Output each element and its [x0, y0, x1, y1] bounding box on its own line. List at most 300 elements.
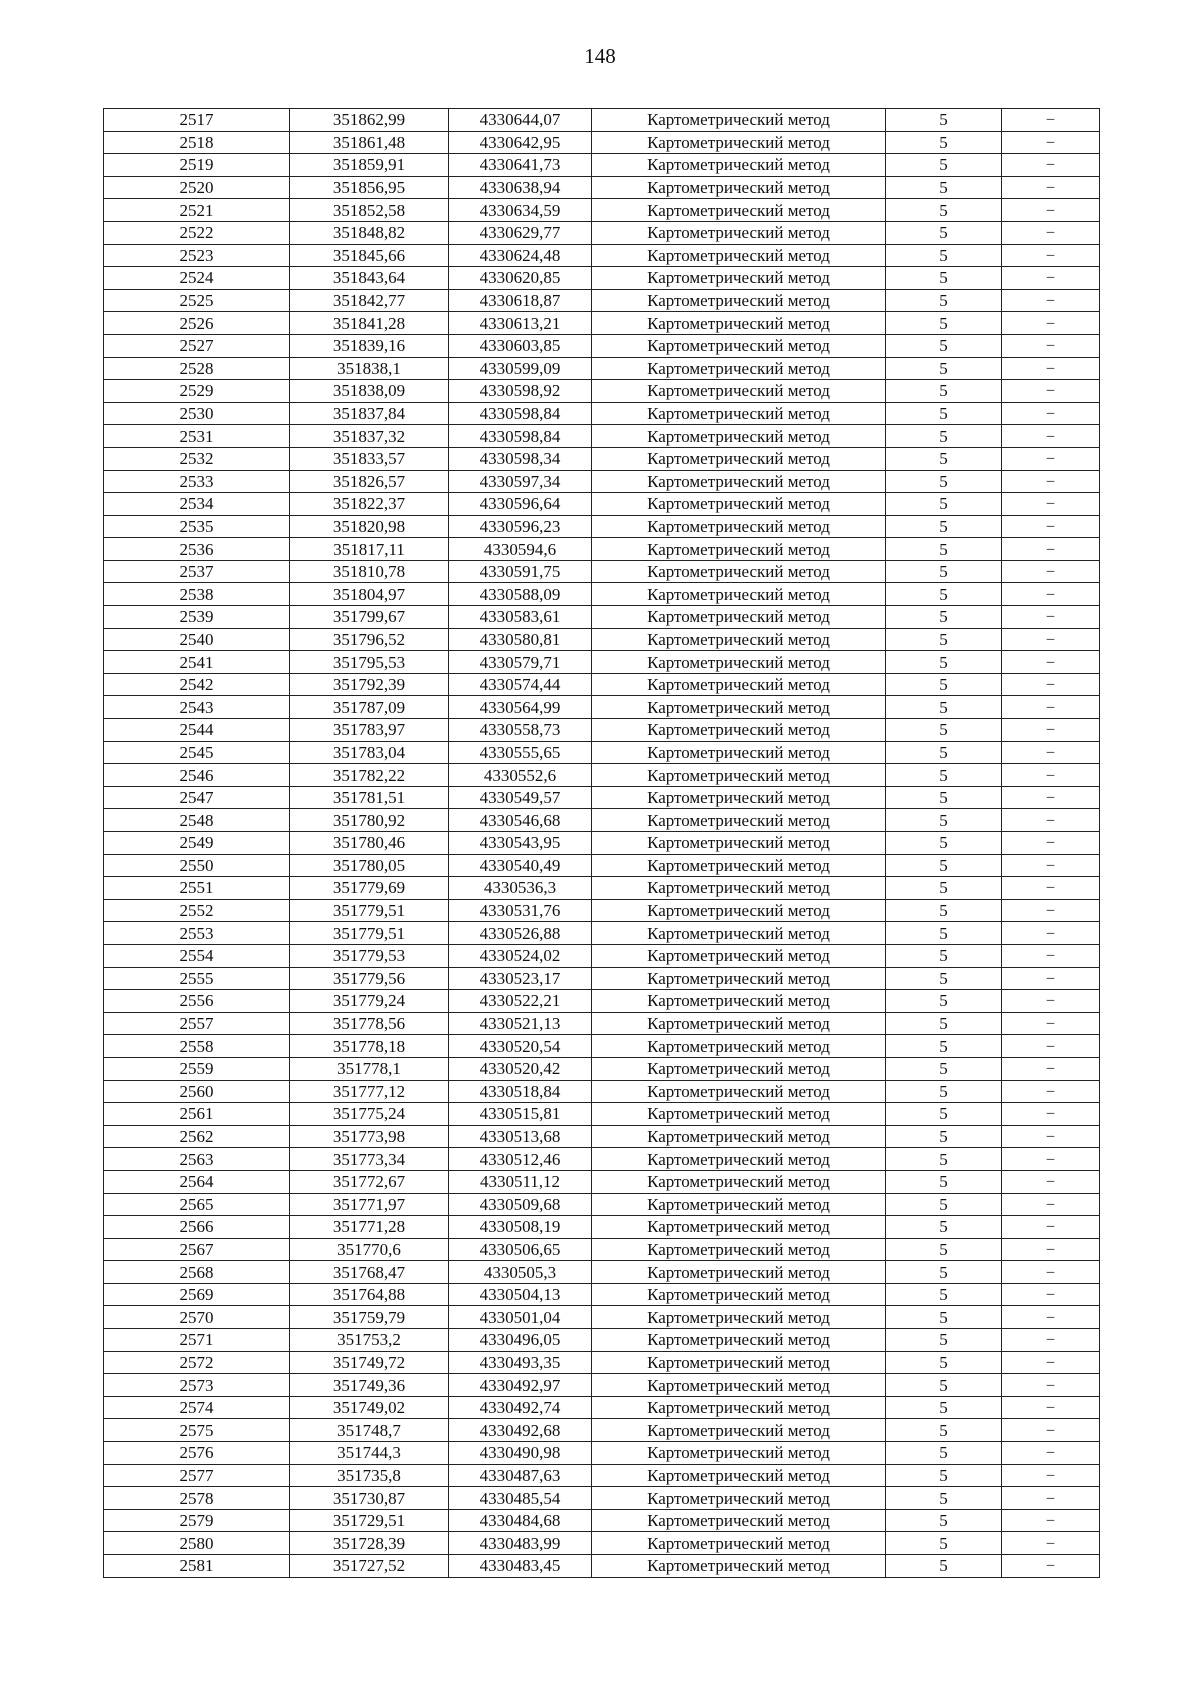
accuracy-cell: 5 — [886, 470, 1002, 493]
y-coordinate-cell: 4330493,35 — [449, 1351, 592, 1374]
dash-cell: – — [1002, 176, 1100, 199]
point-number-cell: 2571 — [104, 1329, 290, 1352]
table-row — [104, 922, 1100, 945]
method-cell: Картометрический метод — [592, 832, 886, 855]
table-row — [104, 854, 1100, 877]
table-row — [104, 1464, 1100, 1487]
x-coordinate-cell: 351779,69 — [290, 877, 449, 900]
accuracy-cell: 5 — [886, 1464, 1002, 1487]
method-cell: Картометрический метод — [592, 944, 886, 967]
dash-cell: – — [1002, 267, 1100, 290]
method-cell: Картометрический метод — [592, 990, 886, 1013]
y-coordinate-cell: 4330520,42 — [449, 1057, 592, 1080]
point-number-cell: 2545 — [104, 741, 290, 764]
accuracy-cell: 5 — [886, 493, 1002, 516]
dash-cell: – — [1002, 560, 1100, 583]
dash-cell: – — [1002, 809, 1100, 832]
point-number-cell: 2574 — [104, 1396, 290, 1419]
x-coordinate-cell: 351780,46 — [290, 832, 449, 855]
point-number-cell: 2532 — [104, 447, 290, 470]
accuracy-cell: 5 — [886, 651, 1002, 674]
method-cell: Картометрический метод — [592, 312, 886, 335]
table-row — [104, 515, 1100, 538]
point-number-cell: 2551 — [104, 877, 290, 900]
y-coordinate-cell: 4330504,13 — [449, 1283, 592, 1306]
table-row — [104, 199, 1100, 222]
point-number-cell: 2525 — [104, 289, 290, 312]
table-row — [104, 154, 1100, 177]
dash-cell: – — [1002, 380, 1100, 403]
method-cell: Картометрический метод — [592, 1306, 886, 1329]
point-number-cell: 2523 — [104, 244, 290, 267]
y-coordinate-cell: 4330487,63 — [449, 1464, 592, 1487]
accuracy-cell: 5 — [886, 560, 1002, 583]
method-cell: Картометрический метод — [592, 1216, 886, 1239]
dash-cell: – — [1002, 628, 1100, 651]
accuracy-cell: 5 — [886, 673, 1002, 696]
x-coordinate-cell: 351838,1 — [290, 357, 449, 380]
y-coordinate-cell: 4330518,84 — [449, 1080, 592, 1103]
point-number-cell: 2580 — [104, 1532, 290, 1555]
accuracy-cell: 5 — [886, 289, 1002, 312]
point-number-cell: 2569 — [104, 1283, 290, 1306]
method-cell: Картометрический метод — [592, 1351, 886, 1374]
table-row — [104, 334, 1100, 357]
point-number-cell: 2541 — [104, 651, 290, 674]
table-row — [104, 1442, 1100, 1465]
accuracy-cell: 5 — [886, 967, 1002, 990]
x-coordinate-cell: 351783,97 — [290, 719, 449, 742]
accuracy-cell: 5 — [886, 1238, 1002, 1261]
y-coordinate-cell: 4330574,44 — [449, 673, 592, 696]
point-number-cell: 2543 — [104, 696, 290, 719]
y-coordinate-cell: 4330555,65 — [449, 741, 592, 764]
table-row — [104, 1125, 1100, 1148]
dash-cell: – — [1002, 651, 1100, 674]
coordinates-table — [103, 108, 1100, 1578]
table-row — [104, 380, 1100, 403]
table-row — [104, 944, 1100, 967]
accuracy-cell: 5 — [886, 944, 1002, 967]
dash-cell: – — [1002, 1374, 1100, 1397]
dash-cell: – — [1002, 764, 1100, 787]
x-coordinate-cell: 351729,51 — [290, 1509, 449, 1532]
x-coordinate-cell: 351782,22 — [290, 764, 449, 787]
accuracy-cell: 5 — [886, 357, 1002, 380]
x-coordinate-cell: 351749,72 — [290, 1351, 449, 1374]
table-row — [104, 1419, 1100, 1442]
y-coordinate-cell: 4330624,48 — [449, 244, 592, 267]
dash-cell: – — [1002, 1193, 1100, 1216]
method-cell: Картометрический метод — [592, 267, 886, 290]
method-cell: Картометрический метод — [592, 199, 886, 222]
y-coordinate-cell: 4330531,76 — [449, 899, 592, 922]
point-number-cell: 2527 — [104, 334, 290, 357]
dash-cell: – — [1002, 719, 1100, 742]
table-row — [104, 1080, 1100, 1103]
y-coordinate-cell: 4330603,85 — [449, 334, 592, 357]
accuracy-cell: 5 — [886, 1193, 1002, 1216]
x-coordinate-cell: 351773,98 — [290, 1125, 449, 1148]
table-row — [104, 1057, 1100, 1080]
table-row — [104, 560, 1100, 583]
accuracy-cell: 5 — [886, 1283, 1002, 1306]
table-row — [104, 357, 1100, 380]
accuracy-cell: 5 — [886, 1532, 1002, 1555]
point-number-cell: 2555 — [104, 967, 290, 990]
dash-cell: – — [1002, 832, 1100, 855]
dash-cell: – — [1002, 1035, 1100, 1058]
dash-cell: – — [1002, 1080, 1100, 1103]
dash-cell: – — [1002, 1012, 1100, 1035]
x-coordinate-cell: 351727,52 — [290, 1555, 449, 1578]
point-number-cell: 2534 — [104, 493, 290, 516]
x-coordinate-cell: 351861,48 — [290, 131, 449, 154]
method-cell: Картометрический метод — [592, 741, 886, 764]
method-cell: Картометрический метод — [592, 109, 886, 132]
table-row — [104, 1148, 1100, 1171]
x-coordinate-cell: 351779,51 — [290, 922, 449, 945]
dash-cell: – — [1002, 425, 1100, 448]
accuracy-cell: 5 — [886, 1125, 1002, 1148]
dash-cell: – — [1002, 1351, 1100, 1374]
point-number-cell: 2517 — [104, 109, 290, 132]
table-row — [104, 606, 1100, 629]
accuracy-cell: 5 — [886, 696, 1002, 719]
accuracy-cell: 5 — [886, 741, 1002, 764]
point-number-cell: 2544 — [104, 719, 290, 742]
x-coordinate-cell: 351837,84 — [290, 402, 449, 425]
y-coordinate-cell: 4330492,68 — [449, 1419, 592, 1442]
table-row — [104, 131, 1100, 154]
method-cell: Картометрический метод — [592, 1103, 886, 1126]
point-number-cell: 2533 — [104, 470, 290, 493]
method-cell: Картометрический метод — [592, 651, 886, 674]
table-row — [104, 719, 1100, 742]
dash-cell: – — [1002, 221, 1100, 244]
accuracy-cell: 5 — [886, 1103, 1002, 1126]
point-number-cell: 2573 — [104, 1374, 290, 1397]
y-coordinate-cell: 4330490,98 — [449, 1442, 592, 1465]
x-coordinate-cell: 351843,64 — [290, 267, 449, 290]
dash-cell: – — [1002, 1464, 1100, 1487]
y-coordinate-cell: 4330483,99 — [449, 1532, 592, 1555]
accuracy-cell: 5 — [886, 1057, 1002, 1080]
y-coordinate-cell: 4330506,65 — [449, 1238, 592, 1261]
method-cell: Картометрический метод — [592, 1035, 886, 1058]
table-row — [104, 538, 1100, 561]
point-number-cell: 2572 — [104, 1351, 290, 1374]
point-number-cell: 2521 — [104, 199, 290, 222]
y-coordinate-cell: 4330564,99 — [449, 696, 592, 719]
accuracy-cell: 5 — [886, 334, 1002, 357]
x-coordinate-cell: 351852,58 — [290, 199, 449, 222]
method-cell: Картометрический метод — [592, 1125, 886, 1148]
dash-cell: – — [1002, 1532, 1100, 1555]
x-coordinate-cell: 351862,99 — [290, 109, 449, 132]
method-cell: Картометрический метод — [592, 334, 886, 357]
method-cell: Картометрический метод — [592, 560, 886, 583]
accuracy-cell: 5 — [886, 267, 1002, 290]
table-row — [104, 221, 1100, 244]
x-coordinate-cell: 351792,39 — [290, 673, 449, 696]
dash-cell: – — [1002, 1125, 1100, 1148]
method-cell: Картометрический метод — [592, 131, 886, 154]
dash-cell: – — [1002, 538, 1100, 561]
method-cell: Картометрический метод — [592, 786, 886, 809]
method-cell: Картометрический метод — [592, 1555, 886, 1578]
dash-cell: – — [1002, 1057, 1100, 1080]
y-coordinate-cell: 4330515,81 — [449, 1103, 592, 1126]
method-cell: Картометрический метод — [592, 1012, 886, 1035]
dash-cell: – — [1002, 1329, 1100, 1352]
point-number-cell: 2531 — [104, 425, 290, 448]
x-coordinate-cell: 351780,92 — [290, 809, 449, 832]
table-row — [104, 267, 1100, 290]
accuracy-cell: 5 — [886, 1487, 1002, 1510]
point-number-cell: 2549 — [104, 832, 290, 855]
dash-cell: – — [1002, 1442, 1100, 1465]
y-coordinate-cell: 4330543,95 — [449, 832, 592, 855]
table-row — [104, 1238, 1100, 1261]
table-row — [104, 832, 1100, 855]
x-coordinate-cell: 351749,02 — [290, 1396, 449, 1419]
method-cell: Картометрический метод — [592, 1532, 886, 1555]
point-number-cell: 2559 — [104, 1057, 290, 1080]
x-coordinate-cell: 351780,05 — [290, 854, 449, 877]
x-coordinate-cell: 351838,09 — [290, 380, 449, 403]
x-coordinate-cell: 351804,97 — [290, 583, 449, 606]
method-cell: Картометрический метод — [592, 583, 886, 606]
table-row — [104, 696, 1100, 719]
dash-cell: – — [1002, 1396, 1100, 1419]
method-cell: Картометрический метод — [592, 922, 886, 945]
table-row — [104, 1487, 1100, 1510]
point-number-cell: 2538 — [104, 583, 290, 606]
method-cell: Картометрический метод — [592, 154, 886, 177]
dash-cell: – — [1002, 1216, 1100, 1239]
dash-cell: – — [1002, 741, 1100, 764]
y-coordinate-cell: 4330513,68 — [449, 1125, 592, 1148]
accuracy-cell: 5 — [886, 786, 1002, 809]
point-number-cell: 2522 — [104, 221, 290, 244]
y-coordinate-cell: 4330522,21 — [449, 990, 592, 1013]
table-row — [104, 312, 1100, 335]
point-number-cell: 2535 — [104, 515, 290, 538]
accuracy-cell: 5 — [886, 583, 1002, 606]
method-cell: Картометрический метод — [592, 538, 886, 561]
point-number-cell: 2530 — [104, 402, 290, 425]
x-coordinate-cell: 351728,39 — [290, 1532, 449, 1555]
accuracy-cell: 5 — [886, 1012, 1002, 1035]
x-coordinate-cell: 351783,04 — [290, 741, 449, 764]
y-coordinate-cell: 4330549,57 — [449, 786, 592, 809]
accuracy-cell: 5 — [886, 854, 1002, 877]
dash-cell: – — [1002, 244, 1100, 267]
dash-cell: – — [1002, 877, 1100, 900]
y-coordinate-cell: 4330613,21 — [449, 312, 592, 335]
accuracy-cell: 5 — [886, 1170, 1002, 1193]
accuracy-cell: 5 — [886, 1396, 1002, 1419]
dash-cell: – — [1002, 470, 1100, 493]
method-cell: Картометрический метод — [592, 1238, 886, 1261]
table-row — [104, 899, 1100, 922]
table-row — [104, 583, 1100, 606]
accuracy-cell: 5 — [886, 131, 1002, 154]
point-number-cell: 2557 — [104, 1012, 290, 1035]
accuracy-cell: 5 — [886, 719, 1002, 742]
point-number-cell: 2550 — [104, 854, 290, 877]
x-coordinate-cell: 351778,18 — [290, 1035, 449, 1058]
dash-cell: – — [1002, 402, 1100, 425]
accuracy-cell: 5 — [886, 1216, 1002, 1239]
dash-cell: – — [1002, 583, 1100, 606]
method-cell: Картометрический метод — [592, 719, 886, 742]
dash-cell: – — [1002, 334, 1100, 357]
table-row — [104, 493, 1100, 516]
y-coordinate-cell: 4330536,3 — [449, 877, 592, 900]
method-cell: Картометрический метод — [592, 244, 886, 267]
y-coordinate-cell: 4330596,64 — [449, 493, 592, 516]
point-number-cell: 2539 — [104, 606, 290, 629]
method-cell: Картометрический метод — [592, 1509, 886, 1532]
point-number-cell: 2552 — [104, 899, 290, 922]
table-row — [104, 1012, 1100, 1035]
accuracy-cell: 5 — [886, 176, 1002, 199]
dash-cell: – — [1002, 1103, 1100, 1126]
dash-cell: – — [1002, 1509, 1100, 1532]
x-coordinate-cell: 351768,47 — [290, 1261, 449, 1284]
accuracy-cell: 5 — [886, 899, 1002, 922]
x-coordinate-cell: 351841,28 — [290, 312, 449, 335]
y-coordinate-cell: 4330505,3 — [449, 1261, 592, 1284]
table-row — [104, 109, 1100, 132]
x-coordinate-cell: 351770,6 — [290, 1238, 449, 1261]
x-coordinate-cell: 351759,79 — [290, 1306, 449, 1329]
accuracy-cell: 5 — [886, 809, 1002, 832]
method-cell: Картометрический метод — [592, 764, 886, 787]
dash-cell: – — [1002, 131, 1100, 154]
y-coordinate-cell: 4330642,95 — [449, 131, 592, 154]
point-number-cell: 2546 — [104, 764, 290, 787]
table-row — [104, 470, 1100, 493]
dash-cell: – — [1002, 447, 1100, 470]
accuracy-cell: 5 — [886, 1509, 1002, 1532]
table-row — [104, 764, 1100, 787]
x-coordinate-cell: 351833,57 — [290, 447, 449, 470]
table-row — [104, 741, 1100, 764]
point-number-cell: 2568 — [104, 1261, 290, 1284]
table-row — [104, 1532, 1100, 1555]
x-coordinate-cell: 351749,36 — [290, 1374, 449, 1397]
dash-cell: – — [1002, 1148, 1100, 1171]
dash-cell: – — [1002, 1170, 1100, 1193]
point-number-cell: 2540 — [104, 628, 290, 651]
y-coordinate-cell: 4330598,84 — [449, 402, 592, 425]
method-cell: Картометрический метод — [592, 1283, 886, 1306]
point-number-cell: 2558 — [104, 1035, 290, 1058]
x-coordinate-cell: 351822,37 — [290, 493, 449, 516]
x-coordinate-cell: 351764,88 — [290, 1283, 449, 1306]
x-coordinate-cell: 351856,95 — [290, 176, 449, 199]
dash-cell: – — [1002, 673, 1100, 696]
x-coordinate-cell: 351778,56 — [290, 1012, 449, 1035]
y-coordinate-cell: 4330483,45 — [449, 1555, 592, 1578]
accuracy-cell: 5 — [886, 1080, 1002, 1103]
y-coordinate-cell: 4330594,6 — [449, 538, 592, 561]
dash-cell: – — [1002, 854, 1100, 877]
y-coordinate-cell: 4330638,94 — [449, 176, 592, 199]
dash-cell: – — [1002, 289, 1100, 312]
point-number-cell: 2528 — [104, 357, 290, 380]
x-coordinate-cell: 351772,67 — [290, 1170, 449, 1193]
y-coordinate-cell: 4330524,02 — [449, 944, 592, 967]
point-number-cell: 2518 — [104, 131, 290, 154]
point-number-cell: 2547 — [104, 786, 290, 809]
point-number-cell: 2576 — [104, 1442, 290, 1465]
y-coordinate-cell: 4330598,84 — [449, 425, 592, 448]
accuracy-cell: 5 — [886, 832, 1002, 855]
x-coordinate-cell: 351848,82 — [290, 221, 449, 244]
table-row — [104, 1396, 1100, 1419]
point-number-cell: 2537 — [104, 560, 290, 583]
x-coordinate-cell: 351799,67 — [290, 606, 449, 629]
point-number-cell: 2553 — [104, 922, 290, 945]
y-coordinate-cell: 4330540,49 — [449, 854, 592, 877]
y-coordinate-cell: 4330597,34 — [449, 470, 592, 493]
accuracy-cell: 5 — [886, 764, 1002, 787]
y-coordinate-cell: 4330521,13 — [449, 1012, 592, 1035]
x-coordinate-cell: 351771,97 — [290, 1193, 449, 1216]
dash-cell: – — [1002, 1238, 1100, 1261]
point-number-cell: 2556 — [104, 990, 290, 1013]
y-coordinate-cell: 4330580,81 — [449, 628, 592, 651]
method-cell: Картометрический метод — [592, 493, 886, 516]
accuracy-cell: 5 — [886, 154, 1002, 177]
x-coordinate-cell: 351777,12 — [290, 1080, 449, 1103]
method-cell: Картометрический метод — [592, 1374, 886, 1397]
method-cell: Картометрический метод — [592, 1261, 886, 1284]
x-coordinate-cell: 351779,51 — [290, 899, 449, 922]
point-number-cell: 2526 — [104, 312, 290, 335]
method-cell: Картометрический метод — [592, 380, 886, 403]
coordinates-table-body — [104, 109, 1100, 1578]
accuracy-cell: 5 — [886, 244, 1002, 267]
point-number-cell: 2529 — [104, 380, 290, 403]
x-coordinate-cell: 351796,52 — [290, 628, 449, 651]
table-row — [104, 1329, 1100, 1352]
method-cell: Картометрический метод — [592, 221, 886, 244]
x-coordinate-cell: 351787,09 — [290, 696, 449, 719]
dash-cell: – — [1002, 109, 1100, 132]
y-coordinate-cell: 4330618,87 — [449, 289, 592, 312]
method-cell: Картометрический метод — [592, 1148, 886, 1171]
point-number-cell: 2520 — [104, 176, 290, 199]
method-cell: Картометрический метод — [592, 425, 886, 448]
page-number: 148 — [584, 44, 616, 68]
y-coordinate-cell: 4330644,07 — [449, 109, 592, 132]
y-coordinate-cell: 4330526,88 — [449, 922, 592, 945]
accuracy-cell: 5 — [886, 199, 1002, 222]
method-cell: Картометрический метод — [592, 1396, 886, 1419]
method-cell: Картометрический метод — [592, 673, 886, 696]
accuracy-cell: 5 — [886, 628, 1002, 651]
dash-cell: – — [1002, 944, 1100, 967]
table-row — [104, 673, 1100, 696]
y-coordinate-cell: 4330512,46 — [449, 1148, 592, 1171]
accuracy-cell: 5 — [886, 380, 1002, 403]
accuracy-cell: 5 — [886, 877, 1002, 900]
